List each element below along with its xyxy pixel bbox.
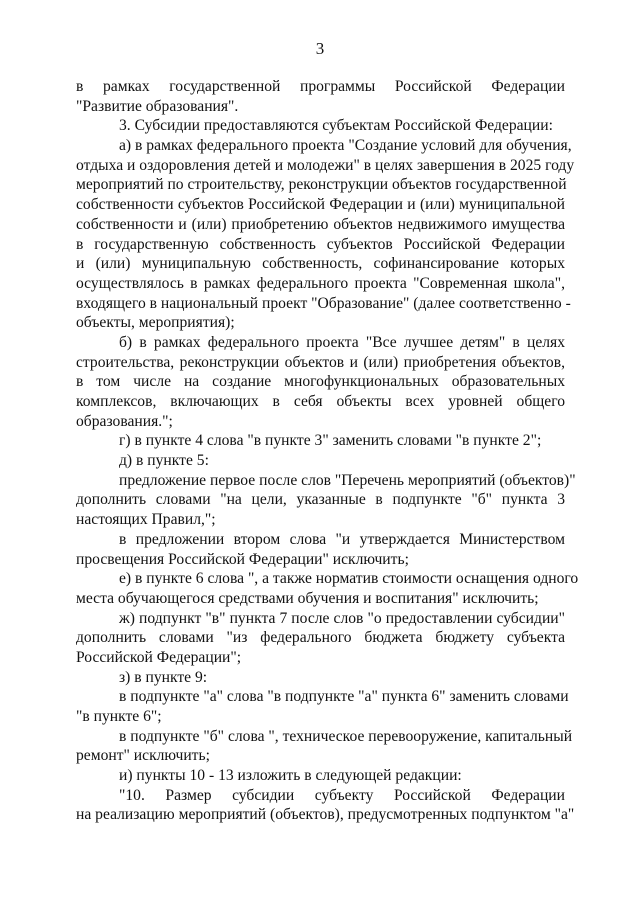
text-line: "Развитие образования". (76, 97, 239, 115)
text-line: мероприятий по строительству, реконструкции объектов государственной (76, 176, 567, 194)
text-line: собственности и (или) приобретению объектов недвижимого имущества (76, 215, 565, 233)
text-line: в подпункте "а" слова "в подпункте "а" пункта 6" заменить словами (119, 688, 569, 706)
text-line: ж) подпункт "в" пункта 7 после слов "о предоставлении субсидии" (119, 609, 565, 627)
text-line: собственности субъектов Российской Федерации и (или) муниципальной (76, 196, 565, 214)
text-line: места обучающегося средствами обучения и воспитания" исключить; (76, 589, 539, 607)
text-line: настоящих Правил,"; (76, 511, 216, 529)
text-line: осуществлялось в рамках федерального проекта "Современная школа", (76, 274, 565, 292)
document-body (76, 77, 579, 825)
text-line: входящего в национальный проект "Образование" (далее соответственно - (76, 294, 571, 312)
text-line: дополнить словами "из федерального бюджета бюджету субъекта (76, 629, 565, 647)
text-line: з) в пункте 9: (119, 668, 208, 686)
text-line: Российской Федерации"; (76, 648, 242, 666)
text-line: комплексов, включающих в себя объекты всех уровней общего (76, 393, 565, 410)
text-line: е) в пункте 6 слова ", а также норматив стоимости оснащения одного (119, 570, 579, 588)
text-line: объекты, мероприятия); (76, 314, 235, 332)
text-line: г) в пункте 4 слова "в пункте 3" заменить словами "в пункте 2"; (119, 432, 542, 450)
text-line: "10. Размер субсидии субъекту Российской Федерации (119, 786, 565, 804)
text-line: в государственную собственность субъектов Российской Федерации (76, 235, 565, 253)
text-line: и (или) муниципальную собственность, софинансирование которых (76, 255, 565, 273)
text-line: в рамках государственной программы Российской Федерации (76, 78, 565, 95)
text-line: и) пункты 10 - 13 изложить в следующей редакции: (119, 767, 462, 785)
text-line: отдыха и оздоровления детей и молодежи" в целях завершения в 2025 году (76, 156, 575, 174)
text-line: б) в рамках федерального проекта "Все лучшее детям" в целях (119, 333, 565, 351)
text-line: образования."; (76, 412, 173, 430)
text-line: дополнить словами "на цели, указанные в подпункте "б" пункта 3 (76, 491, 565, 509)
text-line: в том числе на создание многофункциональных образовательных (76, 373, 565, 391)
text-line: "в пункте 6"; (76, 708, 162, 725)
text-line: 3. Субсидии предоставляются субъектам Российской Федерации: (119, 117, 553, 135)
text-line: в подпункте "б" слова ", техническое перевооружение, капитальный (119, 727, 573, 745)
text-line: д) в пункте 5: (119, 452, 209, 470)
text-line: в предложении втором слова "и утверждается Министерством (119, 530, 565, 548)
text-line: а) в рамках федерального проекта "Создание условий для обучения, (119, 137, 572, 155)
text-line: предложение первое после слов "Перечень мероприятий (объектов)" (119, 471, 576, 489)
text-line: строительства, реконструкции объектов и (или) приобретения объектов, (76, 353, 565, 371)
text-line: просвещения Российской Федерации" исключить; (76, 550, 409, 568)
text-line: ремонт" исключить; (76, 747, 210, 765)
text-line: на реализацию мероприятий (объектов), предусмотренных подпунктом "а" (76, 806, 575, 824)
page-number: 3 (315, 39, 325, 58)
